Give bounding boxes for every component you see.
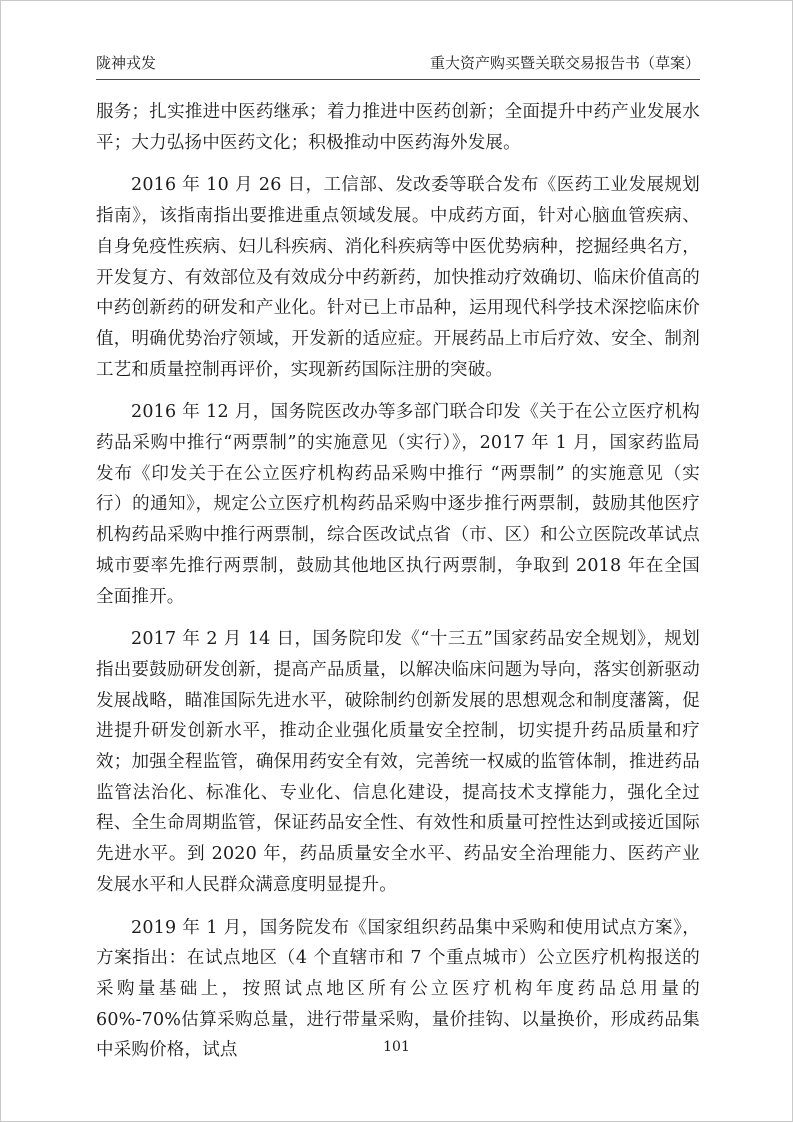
paragraph: 2016 年 12 月，国务院医改办等多部门联合印发《关于在公立医疗机构药品采购中推行“两票制”的实施意见（实行）》，2017 年 1 月，国家药监局发布《印发关于在公立医疗机构药品采购中推行 “两票制” 的实施意见（实行）的通知》，规定公立医疗机构药品采购中逐步推行两票制，鼓励其他医疗机构药品采购中推行两票制，综合医改试点省（市、区）和公立医院改革试点城市要率先推行两票制，鼓励其他地区执行两票制，争取到 2018 年在全国全面推开。 [96, 402, 700, 607]
paragraph: 2019 年 1 月，国务院发布《国家组织药品集中采购和使用试点方案》，方案指出：在试点地区（4 个直辖市和 7 个重点城市）公立医疗机构报送的采购量基础上，按照试点地区所有公立医疗机构年度药品总用量的 60%-70%估算采购总量，进行带量采购，量价挂钩、以量换价，形成药品集中采购价格，试点 [96, 917, 700, 1061]
page-footer [1, 1039, 792, 1055]
paragraph: 2017 年 2 月 14 日，国务院印发《“十三五”国家药品安全规划》，规划指出要鼓励研发创新，提高产品质量，以解决临床问题为导向，落实创新驱动发展战略，瞄准国际先进水平，破除制约创新发展的思想观念和制度藩篱，促进提升研发创新水平，推动企业强化质量安全控制，切实提升药品质量和疗效；加强全程监管，确保用药安全有效，完善统一权威的监管体制，推进药品监管法治化、标准化、专业化、信息化建设，提高技术支撑能力，强化全过程、全生命周期监管，保证药品安全性、有效性和质量可控性达到或接近国际先进水平。到 2020 年，药品质量安全水平、药品安全治理能力、医药产业发展水平和人民群众满意度明显提升。 [96, 629, 700, 895]
page-number: 101 [383, 1039, 410, 1055]
header-report-title: 重大资产购买暨关联交易报告书（草案） [429, 54, 700, 72]
page-header [96, 53, 700, 80]
header-company-name: 陇神戎发 [96, 54, 157, 72]
paragraph: 2016 年 10 月 26 日，工信部、发改委等联合发布《医药工业发展规划指南》，该指南指出要推进重点领域发展。中成药方面，针对心脑血管疾病、自身免疫性疾病、妇儿科疾病、消化科疾病等中医优势病种，挖掘经典名方，开发复方、有效部位及有效成分中药新药，加快推动疗效确切、临床价值高的中药创新药的研发和产业化。针对已上市品种，运用现代科学技术深挖临床价值，明确优势治疗领域，开发新的适应症。开展药品上市后疗效、安全、制剂工艺和质量控制再评价，实现新药国际注册的突破。 [96, 175, 700, 380]
paragraph: 服务；扎实推进中医药继承；着力推进中医药创新；全面提升中药产业发展水平；大力弘扬中医药文化；积极推动中医药海外发展。 [96, 102, 700, 153]
body-paragraphs [96, 97, 700, 1078]
